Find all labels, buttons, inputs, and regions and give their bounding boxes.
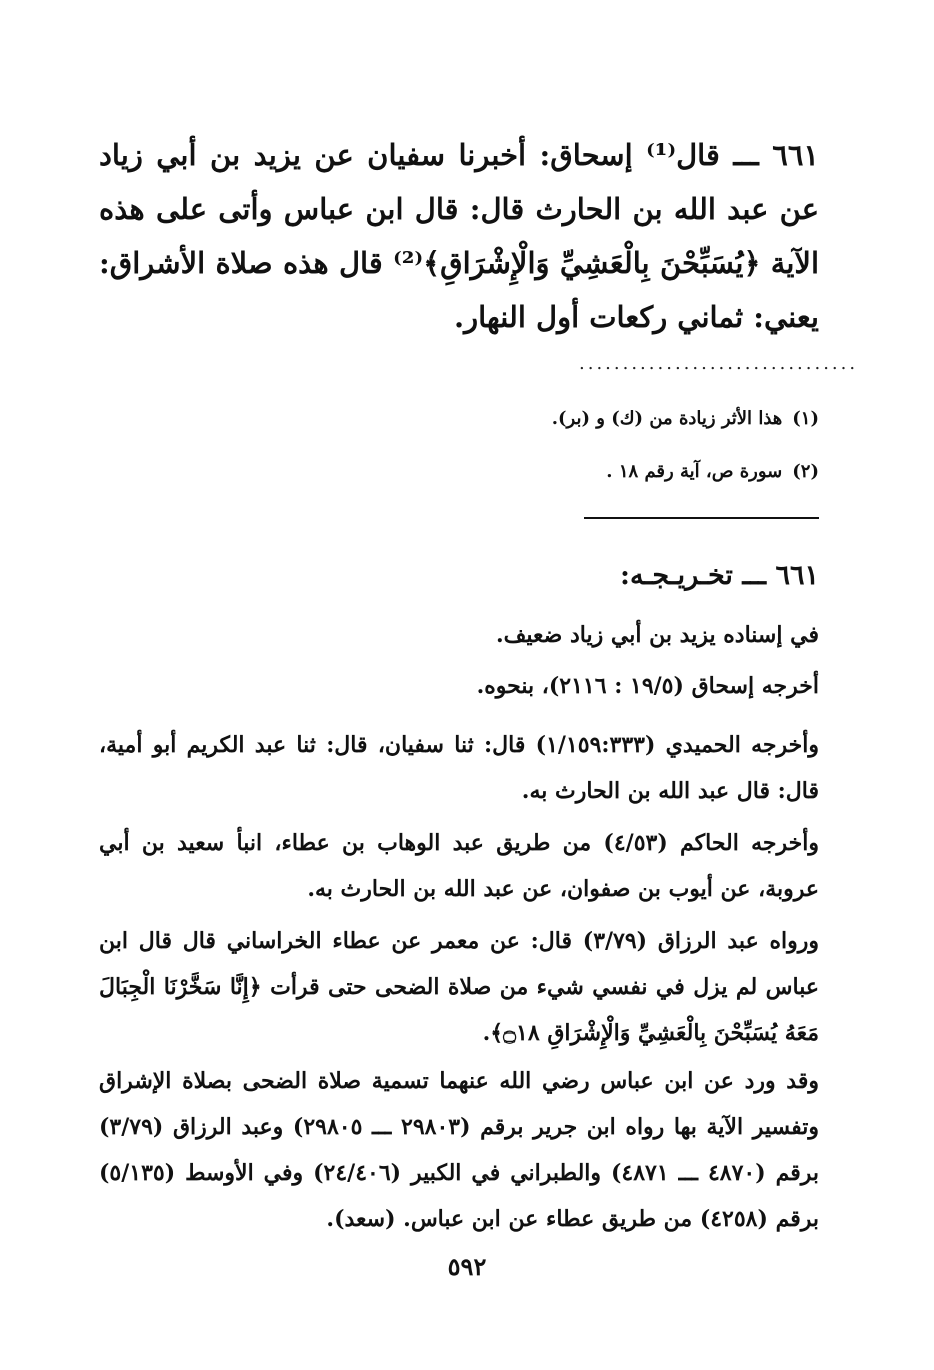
takhrij-paragraph: وأخرجه الحميدي (١/١٥٩:٣٣٣) قال: ثنا سفيان، قال: ثنا عبد الكريم أبو أمية، قال: قال عبد الله بن الحارث به. (99, 732, 819, 804)
footnote-number: (١) (792, 408, 819, 429)
footnote-number: (٢) (792, 461, 819, 482)
footnote-text: سورة ص، آية رقم ١٨ . (606, 461, 783, 482)
footnote-separator-dots: ................................ (579, 353, 859, 374)
footnote-1 (99, 405, 819, 433)
page-number: ٥٩٢ (447, 1252, 487, 1281)
takhrij-paragraph: في إسناده يزيد بن أبي زياد ضعيف. (495, 622, 819, 648)
footnote-text: هذا الأثر زيادة من (ك) و (بر). (551, 408, 783, 429)
footnote-2 (99, 458, 819, 486)
hadith-text: قال⁽¹⁾ إسحاق: أخبرنا سفيان عن يزيد بن أبي زياد عن عبد الله بن الحارث قال: قال ابن عباس وأتى على هذه الآية ﴿يُسَبِّحْنَ بِالْعَشِيِّ وَالْإِشْرَاقِ﴾⁽²⁾ قال هذه صلاة الأشراق: يعني: ثماني ركعات أول النهار. (99, 138, 819, 334)
takhrij-paragraph: وقد ورد عن ابن عباس رضي الله عنهما تسمية صلاة الضحى بصلاة الإشراق وتفسير الآية بها رواه ابن جرير برقم (٢٩٨٠٣ ـــ ٢٩٨٠٥) وعبد الرزاق (٣/٧٩) برقم (٤٨٧٠ ـــ ٤٨٧١) والطبراني في الكبير (٢٤/٤٠٦) وفي الأوسط (٥/١٣٥) برقم (٤٢٥٨) من طريق عطاء عن ابن عباس. (سعد). (99, 1068, 820, 1232)
takhrij-paragraph: أخرجه إسحاق (١٩/٥ : ٢١١٦)، بنحوه. (476, 673, 819, 699)
hadith-dash: ـــ (733, 138, 759, 172)
hadith-paragraph (99, 128, 819, 344)
hadith-number: ٦٦١ (772, 138, 819, 172)
takhrij-paragraph: ورواه عبد الرزاق (٣/٧٩) قال: عن معمر عن عطاء الخراساني قال قال ابن عباس لم يزل في نفسي شيء من صلاة الضحى حتى قرأت ﴿إِنَّا سَخَّرْنَا الْجِبَالَ مَعَهُ يُسَبِّحْنَ بِالْعَشِيِّ وَالْإِشْرَاقِ ۝١٨﴾. (99, 928, 819, 1046)
section-divider (584, 517, 819, 519)
takhrij-heading: ٦٦١ ـــ تخـريـجـه: (619, 560, 819, 591)
takhrij-paragraph: وأخرجه الحاكم (٤/٥٣) من طريق عبد الوهاب بن عطاء، انبأ سعيد بن أبي عروبة، عن أيوب بن صفوان، عن عبد الله بن الحارث به. (99, 830, 820, 902)
